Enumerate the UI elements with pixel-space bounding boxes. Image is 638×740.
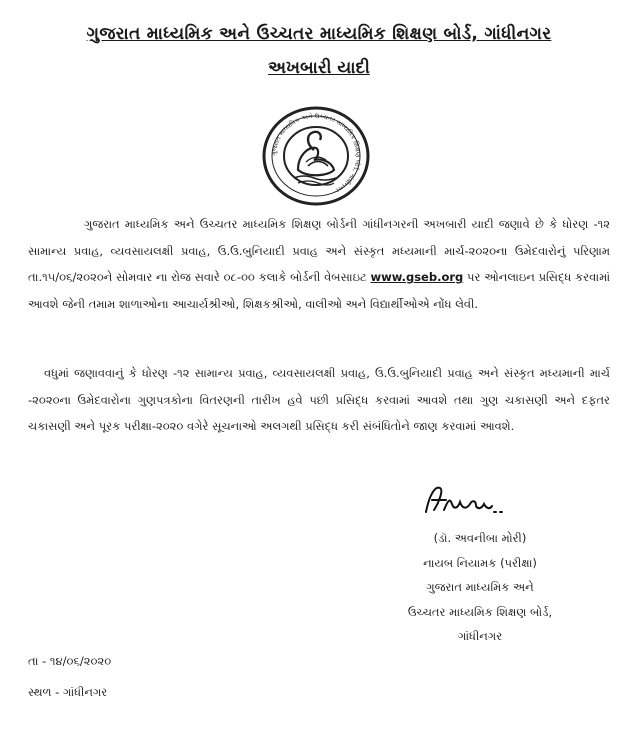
press-release-heading: અખબારી યાદી [268, 58, 370, 78]
release-place: સ્થળ - ગાંધીનગર [28, 685, 108, 699]
announcement-paragraph-2: વધુમાં જણાવવાનું કે ધોરણ -૧૨ સામાન્ય પ્રવાહ, વ્યવસાયલક્ષી પ્રવાહ, ઉ.ઉ.બુનિયાદી પ્રવાહ અને સંસ્કૃત મધ્યમાની માર્ચ -૨૦૨૦ના ઉમેદવારોના ગુણપત્રકોના વિતરણની તારીખ હવે પછી પ્રસિદ્ધ કરવામાં આવશે તથા ગુણ ચકાસણી અને દફતર ચકાસણી અને પૂરક પરીક્ષા-૨૦૨૦ વગેરે સૂચનાઓ અલગથી પ્રસિદ્ધ કરી સંબંધિતોને જાણ કરવામાં આવશે. [28, 366, 610, 434]
release-date: તા - ૧૪/૦૬/૨૦૨૦ [28, 654, 112, 668]
paragraph-1-text: ગુજરાત માધ્યમિક અને ઉચ્ચતર માધ્યમિક શિક્ષણ બોર્ડની ગાંધીનગરની અખબારી યાદી જણાવે છે કે ધોરણ -૧૨ સામાન્ય પ્રવાહ, વ્યવસાયલક્ષી પ્રવાહ, ઉ.ઉ.બુનિયાદી પ્રવાહ અને સંસ્કૃત મધ્યમાની માર્ચ-૨૦૨૦ના ઉમેદવારોનું પરિણામ તા.૧૫/૦૬/૨૦૨૦ને સોમવાર ના રોજ સવારે ૦૮-૦૦ કલાકે બોર્ડની વેબસાઇટ [28, 217, 610, 285]
handwritten-signature [420, 482, 520, 522]
signatory-city: ગાંધીનગર [457, 629, 503, 643]
seal-ring-text: ગુજરાત માધ્યમિક અને ઉચ્ચતર માધ્યમિક શિક્ષણ બોર્ડ, ગાંધીનગર [270, 112, 362, 194]
signatory-org-line-1: ગુજરાત માધ્યમિક અને [426, 580, 534, 594]
board-seal-swan-icon [258, 104, 374, 208]
announcement-paragraph-1 [28, 211, 610, 317]
gseb-website-link[interactable]: www.gseb.org [370, 270, 464, 285]
signatory-designation: નાયબ નિયામક (પરીક્ષા) [423, 555, 537, 570]
board-title: ગુજરાત માધ્યમિક અને ઉચ્ચતર માધ્યમિક શિક્ષણ બોર્ડ, ગાંધીનગર [86, 24, 552, 44]
signatory-org-line-2: ઉચ્ચતર માધ્યમિક શિક્ષણ બોર્ડ, [407, 604, 553, 619]
signatory-name: (ડૉ. અવનીબા મોરી) [433, 531, 527, 545]
signature-block [370, 526, 590, 649]
paragraph-1-tail: પર ઓનલાઇન પ્રસિદ્ધ કરવામાં આવશે જેની તમામ શાળાઓના આચાર્યશ્રીઓ, શિક્ષકશ્રીઓ, વાલીઓ અને વિદ્યાર્થીઓએ નોંધ લેવી. [28, 270, 611, 311]
